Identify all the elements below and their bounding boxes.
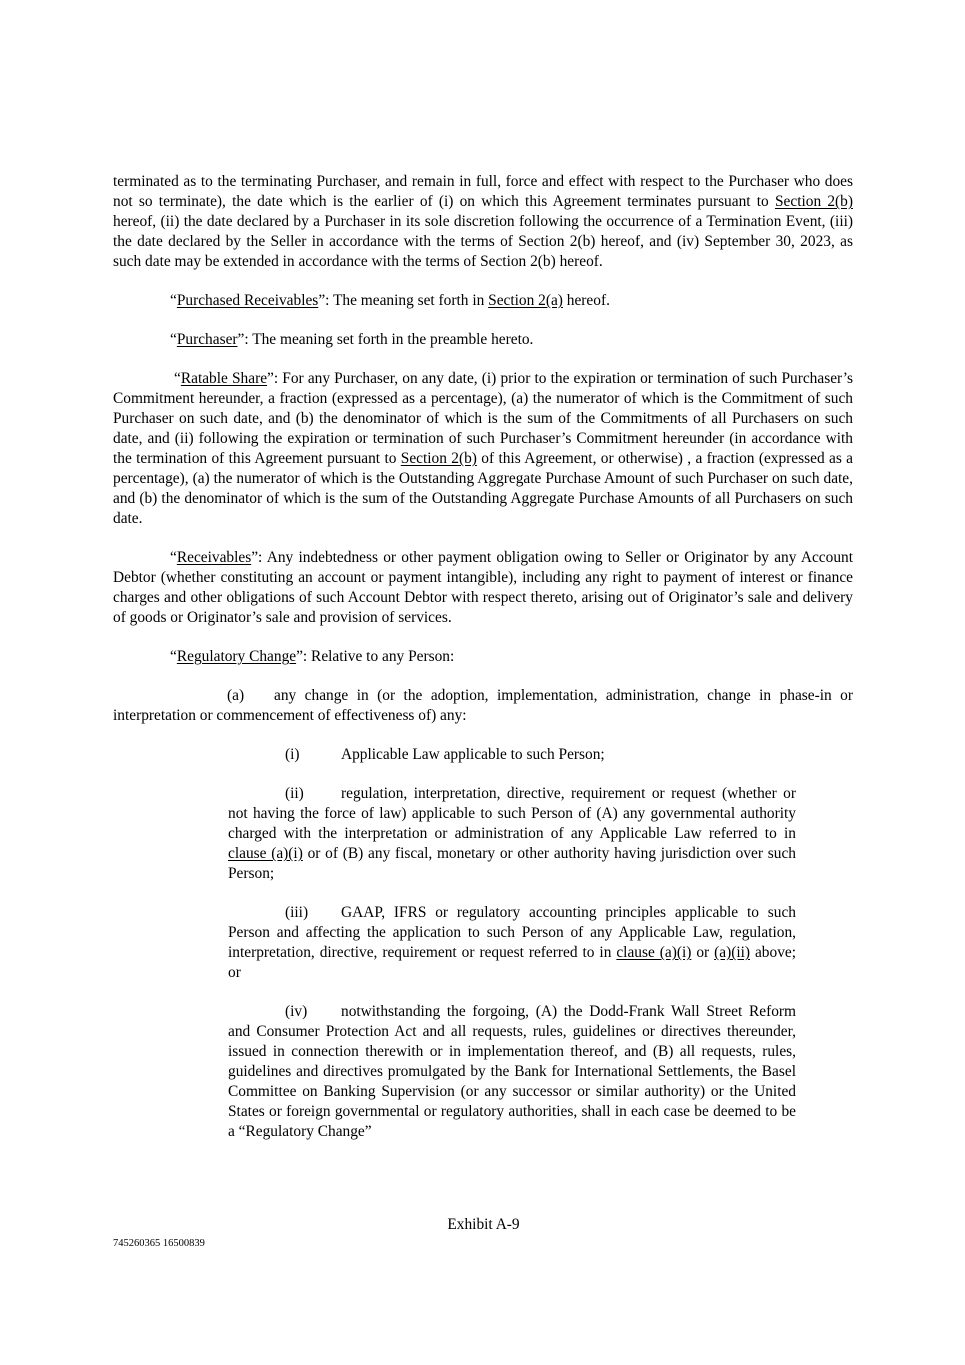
definition-receivables [113, 548, 853, 628]
exhibit-label-text: Exhibit A-9 [447, 1216, 520, 1233]
clause-text-end: above; or [228, 944, 796, 981]
clause-text-end: or of (B) any fiscal, monetary or other authority having jurisdiction over such Person; [228, 845, 796, 882]
definition-text-end: of this Agreement, or otherwise) , a fraction (expressed as a percentage), (a) the numerator of which is the Outstanding Aggregate Purchase Amount of such Purchaser on such date, and (b) the denominator of which is the sum of the Outstanding Aggregate Purchase Amounts of all Purchasers on such date. [113, 450, 853, 527]
section-2a-reference: Section 2(a) [488, 292, 563, 309]
open-quote: “ [170, 648, 177, 665]
definition-text-end: hereof. [562, 292, 610, 309]
clause-a-i-reference: clause (a)(i) [228, 845, 303, 862]
clause-a-iv [228, 1002, 796, 1142]
defined-term: Receivables [176, 549, 252, 566]
definition-ratable-share [113, 369, 853, 529]
clause-text: notwithstanding the forgoing, (A) the Dodd-Frank Wall Street Reform and Consumer Protection Act and all requests, rules, guidelines or directives thereunder, issued in connection therewith or in implementation thereof, and (B) all requests, rules, guidelines and directives promulgated by the Bank for International Settlements, the Basel Committee on Banking Supervision (or any successor or similar authority) or the United States or foreign governmental or regulatory authorities, shall in each case be deemed to be a “Regulatory Change” [228, 1003, 796, 1140]
definition-text: ”: Relative to any Person: [296, 648, 455, 665]
open-quote: “ [170, 331, 177, 348]
definition-purchased-receivables [113, 291, 853, 311]
defined-term: Regulatory Change [176, 648, 297, 665]
definition-text: ”: Any indebtedness or other payment obligation owing to Seller or Originator by any Account Debtor (whether constituting an account or payment intangible), including any right to payment of interest or finance charges and other obligations of such Account Debtor with respect thereto, arising out of Originator’s sale and delivery of goods or Originator’s sale and provision of services. [113, 549, 853, 626]
defined-term: Purchaser [176, 331, 238, 348]
clause-label: (iv) [285, 1003, 308, 1020]
clause-a [113, 686, 853, 726]
open-quote: “ [170, 549, 177, 566]
definition-text: ”: For any Purchaser, on any date, (i) prior to the expiration or termination of such Purchaser’s Commitment hereunder, a fraction (expressed as a percentage), (a) the numerator of which is the Commitment of such Purchaser on such date, and (b) the denominator of which is the sum of the Commitments of all Purchasers on such date, and (ii) following the expiration or termination of such Purchaser’s Commitment hereunder (in accordance with the termination of this Agreement pursuant to [113, 370, 853, 467]
clause-text: Applicable Law applicable to such Person; [341, 746, 605, 763]
open-quote: “ [174, 370, 181, 387]
clause-text-mid: or [691, 944, 715, 961]
continuation-text-end: hereof, (ii) the date declared by a Purchaser in its sole discretion following the occurrence of a Termination Event, (iii) the date declared by the Seller in accordance with the terms of Section 2(b) hereof, and (iv) September 30, 2023, as such date may be extended in accordance with the terms of Section 2(b) hereof. [113, 213, 853, 270]
clause-text: any change in (or the adoption, implementation, administration, change in phase-in or interpretation or commencement of effectiveness of) any: [113, 687, 853, 724]
defined-term: Purchased Receivables [176, 292, 319, 309]
clause-text: regulation, interpretation, directive, requirement or request (whether or not having the force of law) applicable to such Person of (A) any governmental authority charged with the interpretation or administration of any Applicable Law referred to in [228, 785, 796, 842]
section-2b-reference: Section 2(b) [774, 193, 853, 210]
definition-text: ”: The meaning set forth in the preamble hereto. [237, 331, 534, 348]
continuation-paragraph [113, 172, 853, 272]
clause-a-ii-reference: (a)(ii) [714, 944, 751, 961]
continuation-text: terminated as to the terminating Purchaser, and remain in full, force and effect with respect to the Purchaser who does not so terminate), the date which is the earlier of (i) on which this Agreement terminates pursuant to [113, 173, 853, 210]
clause-label: (ii) [285, 785, 304, 802]
exhibit-page-label [0, 1216, 965, 1234]
document-body [113, 172, 853, 1142]
definition-text: ”: The meaning set forth in [318, 292, 489, 309]
section-2b-reference: Section 2(b) [400, 450, 477, 467]
open-quote: “ [170, 292, 177, 309]
clause-label: (iii) [285, 904, 309, 921]
defined-term: Ratable Share [180, 370, 268, 387]
clause-a-ii [228, 784, 796, 884]
clause-text: GAAP, IFRS or regulatory accounting principles applicable to such Person and affecting the application to such Person of any Applicable Law, regulation, interpretation, directive, requirement or request referred to in [228, 904, 796, 961]
definition-regulatory-change [113, 647, 853, 667]
document-id: 745260365 16500839 [113, 1238, 205, 1249]
clause-a-iii [228, 903, 796, 983]
clause-label: (a) [227, 687, 245, 704]
clause-a-i [228, 745, 796, 765]
definition-purchaser [113, 330, 853, 350]
clause-a-i-reference: clause (a)(i) [616, 944, 692, 961]
clause-label: (i) [285, 746, 300, 763]
